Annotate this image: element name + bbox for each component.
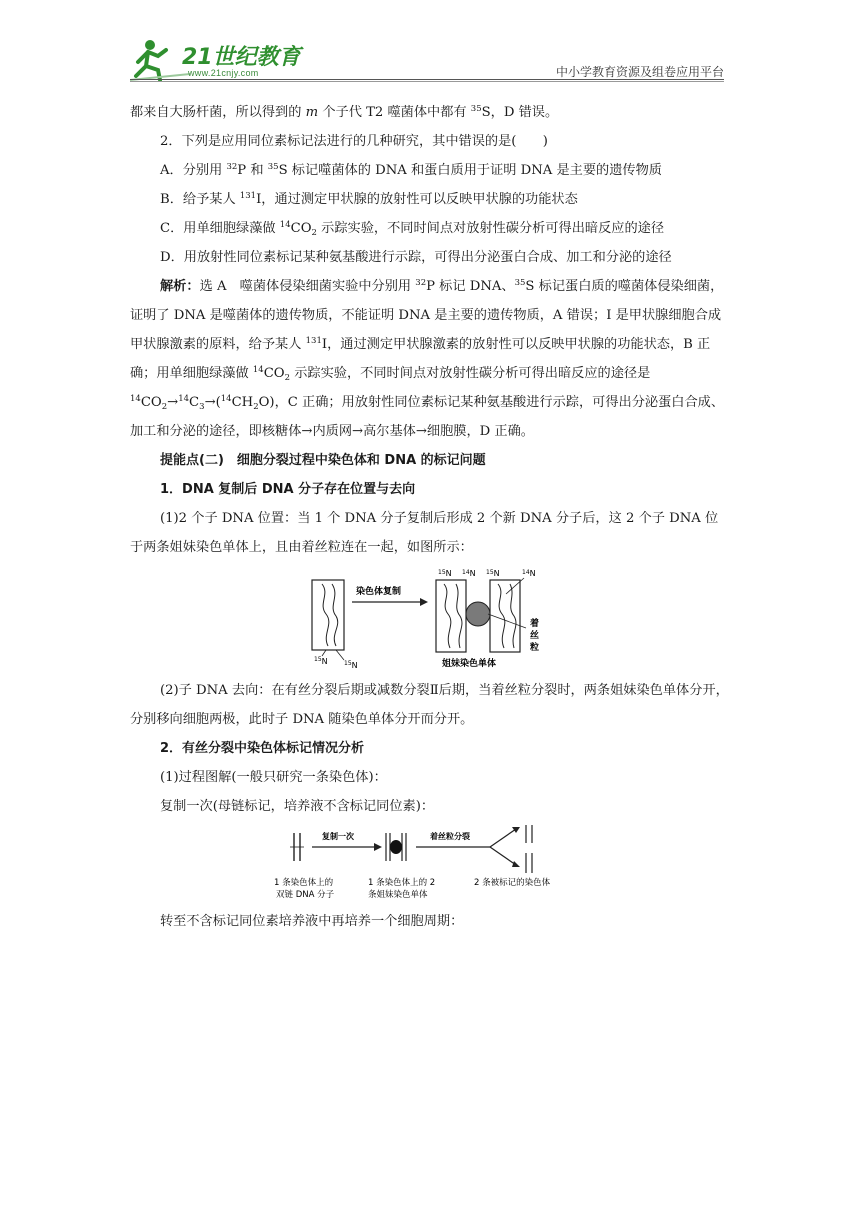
option-c: C．用单细胞绿藻做 $^{14}CO_2$ 示踪实验，不同时间点对放射性碳分析可得出暗反应的途径 [160,220,665,238]
label-15n-b: $^{15}$N [486,569,500,578]
subsection-2-title: 2．有丝分裂中染色体标记情况分析 [160,741,365,756]
section-title: 提能点(二) 细胞分裂过程中染色体和 DNA 的标记问题 [160,453,486,468]
caption-2-line-2: 条姐妹染色单体 [368,890,428,900]
parent-strand-2 [332,584,338,646]
parent-dna-box [312,580,344,650]
label-14n-a: $^{14}$N [462,569,476,578]
subsection-2-para-1: (1)过程图解(一般只研究一条染色体)： [160,770,387,785]
subsection-2-para-2: 复制一次(母链标记，培养液不含标记同位素)： [160,799,435,814]
labeled-chromosome-bottom [526,853,532,873]
runner-icon [130,40,190,80]
centromere-label-1: 着 [530,619,540,629]
centromere-label-3: 粒 [530,643,540,653]
mitosis-labeling-figure [270,825,590,903]
label-15n-left: $^{15}$N [314,656,328,666]
option-a: A．分别用 $^{32}$P 和 $^{35}$S 标记噬菌体的 DNA 和蛋白质用于证明 DNA 是主要的遗传物质 [160,162,662,178]
analysis-label: 解析： [160,279,200,294]
centromere-label-2: 丝 [530,631,540,641]
subsection-1-para-1: (1)2 个子 DNA 位置：当 1 个 DNA 分子复制后形成 2 个新 DNA 分子后，这 2 个子 DNA 位于两条姐妹染色单体上，且由着丝粒连在一起，如图所示： [130,511,719,555]
double-strand-dna [290,833,304,861]
centromere-split-label: 着丝粒分裂 [430,832,470,841]
centromere [466,602,490,626]
caption-2-line-1: 1 条染色体上的 2 [368,878,436,888]
subsection-1-title: 1．DNA 复制后 DNA 分子存在位置与去向 [160,482,416,497]
header-divider-thin [130,81,724,82]
label-14n-b: $^{14}$N [522,569,536,578]
replication-arrow-label: 染色体复制 [356,587,402,597]
labeled-chromosome-top [526,825,532,843]
page-header [130,36,724,84]
caption-1-line-1: 1 条染色体上的 [274,878,334,888]
option-b: B．给予某人 $^{131}$I，通过测定甲状腺的放射性可以反映甲状腺的功能状态 [160,191,578,207]
header-platform-name: 中小学教育资源及组卷应用平台 [555,65,724,79]
logo-text: 21世纪教育 [182,45,301,70]
label-15n-top: $^{15}$N [438,569,452,578]
logo-url: www.21cnjy.com [188,68,259,78]
caption-1-line-2: 双链 DNA 分子 [276,890,335,900]
sister-chromatids [386,833,406,861]
question-2-stem: 2．下列是应用同位素标记法进行的几种研究，其中错误的是( ) [160,134,548,149]
option-d: D．用放射性同位素标记某种氨基酸进行示踪，可得出分泌蛋白合成、加工和分泌的途径 [160,250,672,265]
sister-chromatid-label: 姐妹染色单体 [442,659,497,669]
subsection-1-para-2: (2)子 DNA 去向：在有丝分裂后期或减数分裂Ⅱ后期，当着丝粒分裂时，两条姐妹染色单体分开，分别移向细胞两极，此时子 DNA 随染色单体分开而分开。 [130,683,729,727]
document-body [130,98,730,936]
subsection-2-para-3: 转至不含标记同位素培养液中再培养一个细胞周期： [160,914,464,929]
replicate-once-label: 复制一次 [322,832,354,841]
header-divider [130,79,724,80]
chromosome-replication-figure [310,568,550,672]
analysis-paragraph: 解析：选 A 噬菌体侵染细菌实验中分别用 $^{32}$P 标记 DNA、$^{35}$S 标记蛋白质的噬菌体侵染细菌，证明了 DNA 是噬菌体的遗传物质，不能证明 DNA 是主要的遗传物质，A 错误；I 是甲状腺细胞合成甲状腺激素的原料，给予某人 $^{131}$I，通过测定甲状腺激素的放射性可以反映甲状腺的功能状态，B 正确；用单细胞绿藻做 $^{14}CO_2$ 示踪实验，不同时间点对放射性碳分析可得出暗反应的途径是 $^{14}CO_2\to^{14}C_3\to(^{14}CH_2O)$，C 正确；用放射性同位素标记某种氨基酸进行示踪，可得出分泌蛋白合成、加工和分泌的途径，即核糖体→内质网→高尔基体→细胞膜，D 正确。 [130,278,725,439]
label-15n-right: $^{15}$N [344,660,358,670]
parent-strand-1 [322,584,329,646]
continued-line: 都来自大肠杆菌，所以得到的 m 个子代 T2 噬菌体中都有 $^{35}$S，D 错误。 [130,104,559,120]
caption-3: 2 条被标记的染色体 [474,878,551,888]
sister-chromatid-left [436,580,466,652]
